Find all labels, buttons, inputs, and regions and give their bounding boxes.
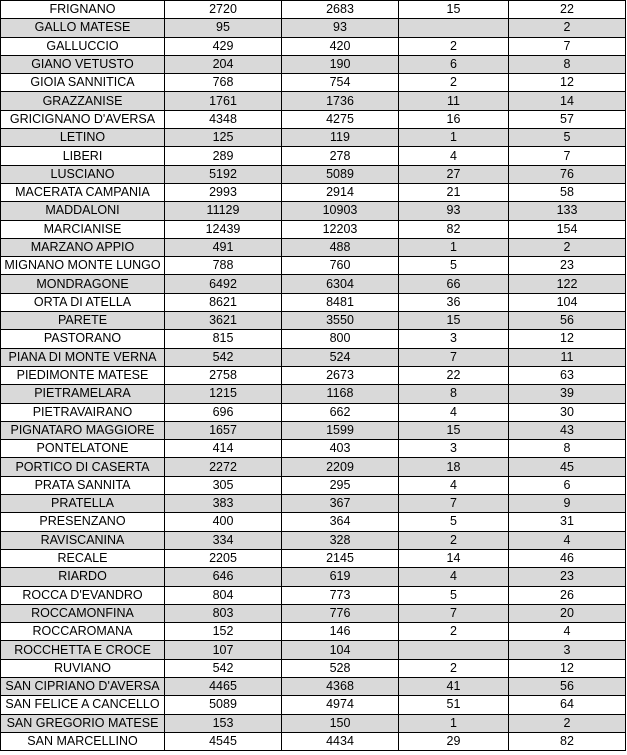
value-cell-4: 56 <box>509 312 626 330</box>
comune-cell: PORTICO DI CASERTA <box>1 458 165 476</box>
value-cell-4: 5 <box>509 129 626 147</box>
table-row <box>1 110 626 128</box>
comune-cell: PIEDIMONTE MATESE <box>1 366 165 384</box>
value-cell-1: 1761 <box>165 92 282 110</box>
value-cell-2: 528 <box>282 659 399 677</box>
value-cell-2: 119 <box>282 129 399 147</box>
comune-cell: SAN MARCELLINO <box>1 732 165 750</box>
value-cell-3: 93 <box>399 202 509 220</box>
comune-cell: RECALE <box>1 549 165 567</box>
value-cell-4: 133 <box>509 202 626 220</box>
comune-cell: PRATA SANNITA <box>1 476 165 494</box>
comune-cell: MACERATA CAMPANIA <box>1 183 165 201</box>
value-cell-1: 2720 <box>165 1 282 19</box>
table-row <box>1 37 626 55</box>
value-cell-2: 295 <box>282 476 399 494</box>
value-cell-2: 524 <box>282 348 399 366</box>
value-cell-3: 6 <box>399 55 509 73</box>
comune-cell: ROCCAMONFINA <box>1 604 165 622</box>
comune-cell: PRATELLA <box>1 495 165 513</box>
value-cell-1: 491 <box>165 238 282 256</box>
value-cell-4: 4 <box>509 531 626 549</box>
table-row <box>1 495 626 513</box>
value-cell-3: 3 <box>399 440 509 458</box>
value-cell-4: 20 <box>509 604 626 622</box>
value-cell-4: 12 <box>509 659 626 677</box>
value-cell-3: 2 <box>399 531 509 549</box>
value-cell-1: 815 <box>165 330 282 348</box>
value-cell-1: 289 <box>165 147 282 165</box>
value-cell-3: 4 <box>399 147 509 165</box>
value-cell-3: 8 <box>399 385 509 403</box>
value-cell-4: 26 <box>509 586 626 604</box>
table-row <box>1 586 626 604</box>
value-cell-1: 383 <box>165 495 282 513</box>
comune-cell: PASTORANO <box>1 330 165 348</box>
value-cell-3: 82 <box>399 220 509 238</box>
value-cell-3: 15 <box>399 1 509 19</box>
value-cell-1: 6492 <box>165 275 282 293</box>
value-cell-2: 619 <box>282 568 399 586</box>
value-cell-4: 30 <box>509 403 626 421</box>
value-cell-1: 804 <box>165 586 282 604</box>
value-cell-2: 760 <box>282 257 399 275</box>
comune-cell: ORTA DI ATELLA <box>1 293 165 311</box>
value-cell-3: 16 <box>399 110 509 128</box>
value-cell-3: 2 <box>399 659 509 677</box>
value-cell-4: 122 <box>509 275 626 293</box>
value-cell-1: 400 <box>165 513 282 531</box>
table-row <box>1 696 626 714</box>
value-cell-4: 45 <box>509 458 626 476</box>
value-cell-1: 1657 <box>165 421 282 439</box>
table-row <box>1 641 626 659</box>
value-cell-1: 95 <box>165 19 282 37</box>
value-cell-4: 3 <box>509 641 626 659</box>
value-cell-2: 93 <box>282 19 399 37</box>
comune-cell: MONDRAGONE <box>1 275 165 293</box>
comune-cell: GALLO MATESE <box>1 19 165 37</box>
table-row <box>1 165 626 183</box>
value-cell-1: 5089 <box>165 696 282 714</box>
table-row <box>1 366 626 384</box>
comune-cell: SAN CIPRIANO D'AVERSA <box>1 677 165 695</box>
value-cell-1: 3621 <box>165 312 282 330</box>
comune-cell: MADDALONI <box>1 202 165 220</box>
value-cell-3: 51 <box>399 696 509 714</box>
value-cell-2: 12203 <box>282 220 399 238</box>
value-cell-3: 11 <box>399 92 509 110</box>
table-row <box>1 92 626 110</box>
value-cell-3: 15 <box>399 312 509 330</box>
table-row <box>1 74 626 92</box>
value-cell-1: 2205 <box>165 549 282 567</box>
comune-cell: MARCIANISE <box>1 220 165 238</box>
comune-cell: FRIGNANO <box>1 1 165 19</box>
value-cell-4: 46 <box>509 549 626 567</box>
value-cell-4: 39 <box>509 385 626 403</box>
value-cell-3: 14 <box>399 549 509 567</box>
comune-cell: SAN GREGORIO MATESE <box>1 714 165 732</box>
value-cell-1: 696 <box>165 403 282 421</box>
value-cell-1: 334 <box>165 531 282 549</box>
value-cell-3 <box>399 641 509 659</box>
comune-cell: PONTELATONE <box>1 440 165 458</box>
value-cell-2: 10903 <box>282 202 399 220</box>
comune-cell: ROCCHETTA E CROCE <box>1 641 165 659</box>
value-cell-2: 6304 <box>282 275 399 293</box>
value-cell-4: 76 <box>509 165 626 183</box>
value-cell-2: 5089 <box>282 165 399 183</box>
table-row <box>1 147 626 165</box>
value-cell-2: 800 <box>282 330 399 348</box>
value-cell-4: 12 <box>509 74 626 92</box>
value-cell-2: 488 <box>282 238 399 256</box>
value-cell-4: 7 <box>509 147 626 165</box>
comune-cell: MIGNANO MONTE LUNGO <box>1 257 165 275</box>
value-cell-3: 36 <box>399 293 509 311</box>
value-cell-1: 4545 <box>165 732 282 750</box>
value-cell-1: 4348 <box>165 110 282 128</box>
value-cell-1: 1215 <box>165 385 282 403</box>
table-row <box>1 568 626 586</box>
value-cell-3: 7 <box>399 604 509 622</box>
comune-cell: LUSCIANO <box>1 165 165 183</box>
value-cell-3: 3 <box>399 330 509 348</box>
comune-cell: RAVISCANINA <box>1 531 165 549</box>
table-row <box>1 202 626 220</box>
comune-cell: LETINO <box>1 129 165 147</box>
comune-cell: GIOIA SANNITICA <box>1 74 165 92</box>
value-cell-3: 7 <box>399 495 509 513</box>
table-row <box>1 458 626 476</box>
table-row <box>1 129 626 147</box>
value-cell-3: 18 <box>399 458 509 476</box>
value-cell-1: 803 <box>165 604 282 622</box>
value-cell-2: 2683 <box>282 1 399 19</box>
table-row <box>1 604 626 622</box>
comune-cell: GIANO VETUSTO <box>1 55 165 73</box>
value-cell-4: 2 <box>509 714 626 732</box>
value-cell-2: 2914 <box>282 183 399 201</box>
value-cell-2: 150 <box>282 714 399 732</box>
table-row <box>1 421 626 439</box>
value-cell-4: 12 <box>509 330 626 348</box>
value-cell-1: 305 <box>165 476 282 494</box>
table-row <box>1 677 626 695</box>
value-cell-1: 11129 <box>165 202 282 220</box>
value-cell-4: 57 <box>509 110 626 128</box>
value-cell-3: 4 <box>399 476 509 494</box>
table-row <box>1 183 626 201</box>
value-cell-4: 9 <box>509 495 626 513</box>
value-cell-4: 2 <box>509 19 626 37</box>
value-cell-4: 154 <box>509 220 626 238</box>
value-cell-3: 2 <box>399 623 509 641</box>
value-cell-2: 367 <box>282 495 399 513</box>
table-row <box>1 19 626 37</box>
value-cell-1: 8621 <box>165 293 282 311</box>
value-cell-3: 4 <box>399 568 509 586</box>
comune-cell: GRICIGNANO D'AVERSA <box>1 110 165 128</box>
value-cell-2: 104 <box>282 641 399 659</box>
value-cell-2: 278 <box>282 147 399 165</box>
value-cell-2: 2673 <box>282 366 399 384</box>
table-row <box>1 293 626 311</box>
value-cell-3 <box>399 19 509 37</box>
value-cell-1: 204 <box>165 55 282 73</box>
comune-cell: PIGNATARO MAGGIORE <box>1 421 165 439</box>
table-row <box>1 257 626 275</box>
table-row <box>1 531 626 549</box>
value-cell-4: 6 <box>509 476 626 494</box>
value-cell-4: 4 <box>509 623 626 641</box>
value-cell-2: 403 <box>282 440 399 458</box>
comune-cell: SAN FELICE A CANCELLO <box>1 696 165 714</box>
comune-cell: PIETRAVAIRANO <box>1 403 165 421</box>
value-cell-3: 41 <box>399 677 509 695</box>
value-cell-1: 429 <box>165 37 282 55</box>
value-cell-2: 4275 <box>282 110 399 128</box>
table-body <box>1 1 626 751</box>
value-cell-1: 107 <box>165 641 282 659</box>
value-cell-4: 8 <box>509 55 626 73</box>
table-row <box>1 623 626 641</box>
value-cell-3: 5 <box>399 586 509 604</box>
value-cell-3: 2 <box>399 37 509 55</box>
table-row <box>1 403 626 421</box>
table-row <box>1 476 626 494</box>
value-cell-4: 58 <box>509 183 626 201</box>
table-row <box>1 55 626 73</box>
table-row <box>1 440 626 458</box>
value-cell-2: 2145 <box>282 549 399 567</box>
value-cell-2: 4368 <box>282 677 399 695</box>
value-cell-2: 2209 <box>282 458 399 476</box>
value-cell-2: 662 <box>282 403 399 421</box>
value-cell-3: 1 <box>399 238 509 256</box>
comune-cell: PIANA DI MONTE VERNA <box>1 348 165 366</box>
value-cell-3: 29 <box>399 732 509 750</box>
value-cell-4: 82 <box>509 732 626 750</box>
value-cell-1: 768 <box>165 74 282 92</box>
value-cell-2: 328 <box>282 531 399 549</box>
table-row <box>1 348 626 366</box>
comune-cell: ROCCAROMANA <box>1 623 165 641</box>
value-cell-1: 2993 <box>165 183 282 201</box>
value-cell-3: 22 <box>399 366 509 384</box>
comune-cell: PIETRAMELARA <box>1 385 165 403</box>
value-cell-2: 190 <box>282 55 399 73</box>
value-cell-1: 414 <box>165 440 282 458</box>
value-cell-1: 125 <box>165 129 282 147</box>
value-cell-1: 152 <box>165 623 282 641</box>
value-cell-1: 2272 <box>165 458 282 476</box>
value-cell-3: 1 <box>399 129 509 147</box>
table-row <box>1 714 626 732</box>
value-cell-4: 14 <box>509 92 626 110</box>
value-cell-4: 56 <box>509 677 626 695</box>
value-cell-1: 5192 <box>165 165 282 183</box>
table-row <box>1 330 626 348</box>
value-cell-2: 773 <box>282 586 399 604</box>
value-cell-4: 63 <box>509 366 626 384</box>
comune-cell: GALLUCCIO <box>1 37 165 55</box>
table-row <box>1 1 626 19</box>
value-cell-4: 22 <box>509 1 626 19</box>
value-cell-2: 364 <box>282 513 399 531</box>
value-cell-2: 776 <box>282 604 399 622</box>
value-cell-3: 15 <box>399 421 509 439</box>
comune-cell: PRESENZANO <box>1 513 165 531</box>
comune-cell: RIARDO <box>1 568 165 586</box>
value-cell-1: 2758 <box>165 366 282 384</box>
value-cell-3: 2 <box>399 74 509 92</box>
value-cell-3: 5 <box>399 257 509 275</box>
value-cell-2: 420 <box>282 37 399 55</box>
value-cell-4: 23 <box>509 568 626 586</box>
table-row <box>1 385 626 403</box>
value-cell-2: 1736 <box>282 92 399 110</box>
value-cell-2: 1168 <box>282 385 399 403</box>
value-cell-2: 146 <box>282 623 399 641</box>
value-cell-2: 4974 <box>282 696 399 714</box>
table-row <box>1 513 626 531</box>
value-cell-4: 104 <box>509 293 626 311</box>
value-cell-2: 4434 <box>282 732 399 750</box>
value-cell-1: 12439 <box>165 220 282 238</box>
value-cell-3: 27 <box>399 165 509 183</box>
comune-cell: GRAZZANISE <box>1 92 165 110</box>
value-cell-1: 542 <box>165 659 282 677</box>
table-row <box>1 659 626 677</box>
comune-cell: ROCCA D'EVANDRO <box>1 586 165 604</box>
table-row <box>1 238 626 256</box>
value-cell-2: 1599 <box>282 421 399 439</box>
value-cell-3: 1 <box>399 714 509 732</box>
value-cell-4: 8 <box>509 440 626 458</box>
value-cell-1: 153 <box>165 714 282 732</box>
value-cell-4: 64 <box>509 696 626 714</box>
value-cell-3: 7 <box>399 348 509 366</box>
table-row <box>1 275 626 293</box>
value-cell-4: 31 <box>509 513 626 531</box>
value-cell-3: 66 <box>399 275 509 293</box>
comune-cell: PARETE <box>1 312 165 330</box>
value-cell-4: 43 <box>509 421 626 439</box>
value-cell-3: 21 <box>399 183 509 201</box>
table-row <box>1 312 626 330</box>
table-row <box>1 549 626 567</box>
comune-cell: RUVIANO <box>1 659 165 677</box>
comune-cell: MARZANO APPIO <box>1 238 165 256</box>
table-row <box>1 732 626 750</box>
value-cell-1: 646 <box>165 568 282 586</box>
value-cell-2: 3550 <box>282 312 399 330</box>
value-cell-1: 4465 <box>165 677 282 695</box>
table-row <box>1 220 626 238</box>
value-cell-4: 11 <box>509 348 626 366</box>
value-cell-2: 754 <box>282 74 399 92</box>
value-cell-3: 4 <box>399 403 509 421</box>
value-cell-2: 8481 <box>282 293 399 311</box>
value-cell-3: 5 <box>399 513 509 531</box>
comune-cell: LIBERI <box>1 147 165 165</box>
value-cell-4: 23 <box>509 257 626 275</box>
value-cell-4: 2 <box>509 238 626 256</box>
value-cell-1: 542 <box>165 348 282 366</box>
value-cell-4: 7 <box>509 37 626 55</box>
value-cell-1: 788 <box>165 257 282 275</box>
